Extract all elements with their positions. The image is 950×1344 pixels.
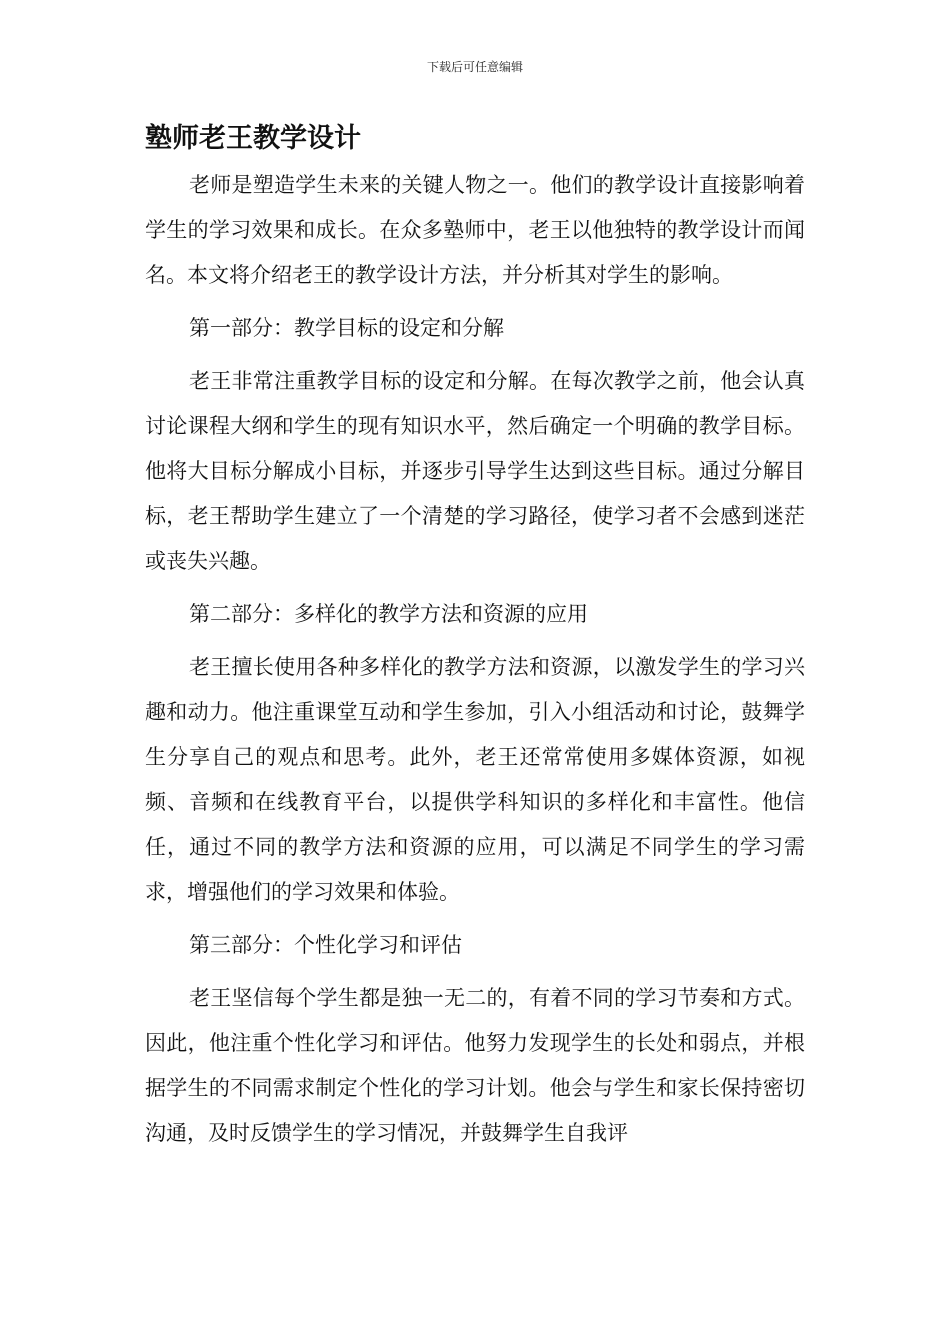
intro-paragraph: 老师是塑造学生未来的关键人物之一。他们的教学设计直接影响着学生的学习效果和成长。在众多塾师中，老王以他独特的教学设计而闻名。本文将介绍老王的教学设计方法，并分析其对学生的影响。 [145,173,805,287]
section-heading-1: 第一部分：教学目标的设定和分解 [189,316,504,340]
section-heading-2: 第二部分：多样化的教学方法和资源的应用 [189,602,588,626]
section-heading-3: 第三部分：个性化学习和评估 [189,933,462,957]
section-1-paragraph: 老王非常注重教学目标的设定和分解。在每次教学之前，他会认真讨论课程大纲和学生的现有知识水平，然后确定一个明确的教学目标。他将大目标分解成小目标，并逐步引导学生达到这些目标。通过分解目标，老王帮助学生建立了一个清楚的学习路径，使学习者不会感到迷茫或丧失兴趣。 [145,369,805,573]
section-2-paragraph: 老王擅长使用各种多样化的教学方法和资源，以激发学生的学习兴趣和动力。他注重课堂互动和学生参加，引入小组活动和讨论，鼓舞学生分享自己的观点和思考。此外，老王还常常使用多媒体资源，如视频、音频和在线教育平台，以提供学科知识的多样化和丰富性。他信任，通过不同的教学方法和资源的应用，可以满足不同学生的学习需求，增强他们的学习效果和体验。 [145,655,805,904]
header-note: 下载后可任意编辑 [426,60,523,74]
document-body [145,163,805,1164]
section-3-paragraph: 老王坚信每个学生都是独一无二的，有着不同的学习节奏和方式。因此，他注重个性化学习和评估。他努力发现学生的长处和弱点，并根据学生的不同需求制定个性化的学习计划。他会与学生和家长保持密切沟通，及时反馈学生的学习情况，并鼓舞学生自我评 [145,986,805,1145]
document-title: 塾师老王教学设计 [145,123,361,154]
